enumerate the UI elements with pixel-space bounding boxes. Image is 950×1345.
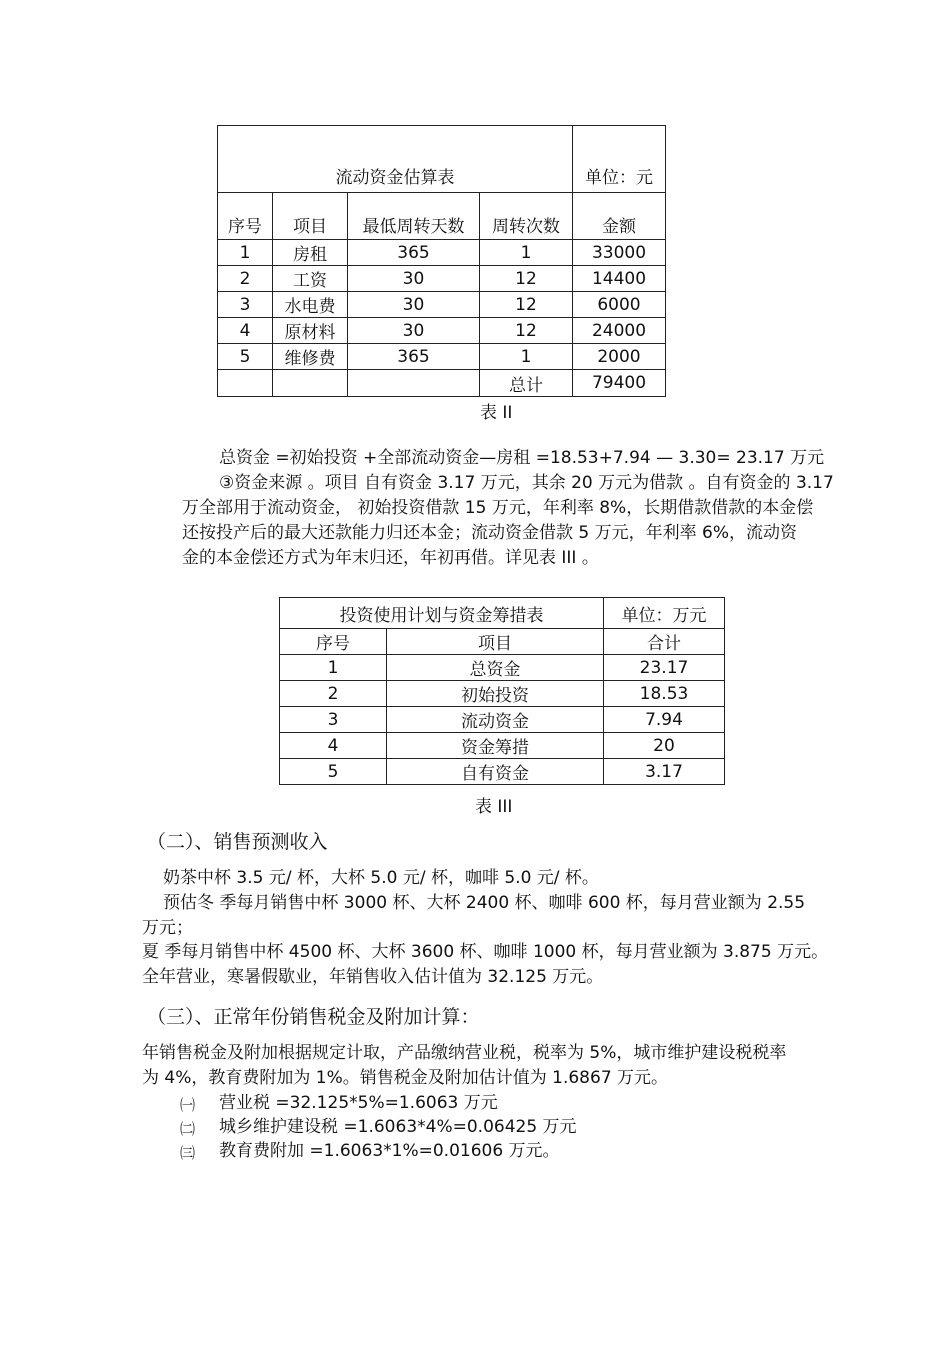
cell-days: 30	[348, 266, 480, 292]
empty-cell	[273, 370, 348, 397]
cell-index: 3	[280, 707, 387, 733]
table-row	[280, 733, 725, 759]
list-item: 教育费附加 =1.6063*1%=0.01606 万元。	[219, 1141, 560, 1161]
table-unit: 单位：万元	[604, 598, 725, 629]
cell-index: 2	[218, 266, 273, 292]
table-caption: 表 III	[475, 797, 513, 817]
cell-index: 1	[218, 240, 273, 266]
cell-index: 3	[218, 292, 273, 318]
paragraph-line: 万全部用于流动资金， 初始投资借款 15 万元，年利率 8%，长期借款借款的本金偿	[182, 498, 814, 518]
cell-item: 总资金	[387, 655, 604, 681]
empty-cell	[348, 370, 480, 397]
list-number: ㈡	[180, 1120, 196, 1138]
section-heading: （三）、正常年份销售税金及附加计算：	[147, 1006, 480, 1028]
total-row	[218, 370, 666, 397]
column-header: 项目	[273, 193, 348, 240]
paragraph-line: 还按投产后的最大还款能力归还本金；流动资金借款 5 万元，年利率 6%，流动资	[182, 523, 797, 543]
total-capital-line: 总资金 =初始投资 +全部流动资金—房租 =18.53+7.94 — 3.30= 23.17 万元	[219, 448, 825, 468]
cell-item: 原材料	[273, 318, 348, 344]
column-header: 序号	[280, 629, 387, 655]
paragraph-line: 金的本金偿还方式为年末归还，年初再借。详见表 III 。	[182, 548, 599, 568]
table-row	[218, 318, 666, 344]
cell-total: 18.53	[604, 681, 725, 707]
column-header: 金额	[573, 193, 666, 240]
cell-total: 3.17	[604, 759, 725, 785]
cell-days: 365	[348, 240, 480, 266]
paragraph-line: 全年营业，寒暑假歇业，年销售收入估计值为 32.125 万元。	[142, 967, 604, 987]
paragraph-line: 预估冬 季每月销售中杯 3000 杯、大杯 2400 杯、咖啡 600 杯，每月营业额为 2.55	[163, 893, 806, 913]
cell-amount: 14400	[573, 266, 666, 292]
paragraph-line: 夏 季每月销售中杯 4500 杯、大杯 3600 杯、咖啡 1000 杯，每月营业额为 3.875 万元。	[142, 942, 829, 962]
section-heading: （二）、销售预测收入	[147, 831, 328, 853]
cell-turns: 1	[480, 240, 573, 266]
cell-amount: 2000	[573, 344, 666, 370]
cell-amount: 6000	[573, 292, 666, 318]
table-row	[218, 344, 666, 370]
paragraph-line: 奶茶中杯 3.5 元/ 杯，大杯 5.0 元/ 杯，咖啡 5.0 元/ 杯。	[163, 868, 599, 888]
cell-item: 工资	[273, 266, 348, 292]
total-label: 总计	[480, 370, 573, 397]
table-title: 投资使用计划与资金筹措表	[280, 598, 604, 629]
cell-index: 2	[280, 681, 387, 707]
table-row	[280, 759, 725, 785]
column-header: 序号	[218, 193, 273, 240]
total-value: 79400	[573, 370, 666, 397]
investment-plan-table	[279, 597, 725, 785]
table-unit: 单位：元	[573, 126, 666, 193]
cell-index: 5	[280, 759, 387, 785]
table-row	[280, 655, 725, 681]
column-header: 周转次数	[480, 193, 573, 240]
cell-turns: 12	[480, 292, 573, 318]
cell-item: 初始投资	[387, 681, 604, 707]
cell-amount: 33000	[573, 240, 666, 266]
cell-total: 23.17	[604, 655, 725, 681]
list-number: ㈢	[180, 1144, 196, 1162]
list-item: 城乡维护建设税 =1.6063*4%=0.06425 万元	[219, 1117, 577, 1137]
paragraph-line: 为 4%，教育费附加为 1%。销售税金及附加估计值为 1.6867 万元。	[142, 1068, 669, 1088]
table-row	[218, 292, 666, 318]
paragraph-line: ③资金来源 。项目 自有资金 3.17 万元，其余 20 万元为借款 。自有资金的 3.17	[219, 473, 834, 493]
cell-item: 房租	[273, 240, 348, 266]
cell-turns: 1	[480, 344, 573, 370]
column-header: 合计	[604, 629, 725, 655]
cell-turns: 12	[480, 266, 573, 292]
paragraph-line: 万元；	[142, 918, 193, 938]
working-capital-table	[217, 125, 666, 397]
cell-days: 30	[348, 292, 480, 318]
cell-days: 30	[348, 318, 480, 344]
cell-item: 维修费	[273, 344, 348, 370]
list-item: 营业税 =32.125*5%=1.6063 万元	[219, 1093, 498, 1113]
cell-index: 4	[280, 733, 387, 759]
cell-amount: 24000	[573, 318, 666, 344]
empty-cell	[218, 370, 273, 397]
column-header: 项目	[387, 629, 604, 655]
cell-days: 365	[348, 344, 480, 370]
table-title: 流动资金估算表	[218, 126, 573, 193]
cell-total: 7.94	[604, 707, 725, 733]
cell-item: 流动资金	[387, 707, 604, 733]
cell-index: 4	[218, 318, 273, 344]
cell-item: 自有资金	[387, 759, 604, 785]
table-row	[280, 707, 725, 733]
table-row	[218, 240, 666, 266]
paragraph-line: 年销售税金及附加根据规定计取，产品缴纳营业税，税率为 5%，城市维护建设税税率	[142, 1043, 787, 1063]
table-row	[218, 266, 666, 292]
cell-item: 资金筹措	[387, 733, 604, 759]
cell-index: 5	[218, 344, 273, 370]
column-header: 最低周转天数	[348, 193, 480, 240]
cell-index: 1	[280, 655, 387, 681]
table-row	[280, 681, 725, 707]
cell-item: 水电费	[273, 292, 348, 318]
cell-total: 20	[604, 733, 725, 759]
cell-turns: 12	[480, 318, 573, 344]
list-number: ㈠	[180, 1096, 196, 1114]
table-caption: 表 II	[480, 403, 513, 423]
